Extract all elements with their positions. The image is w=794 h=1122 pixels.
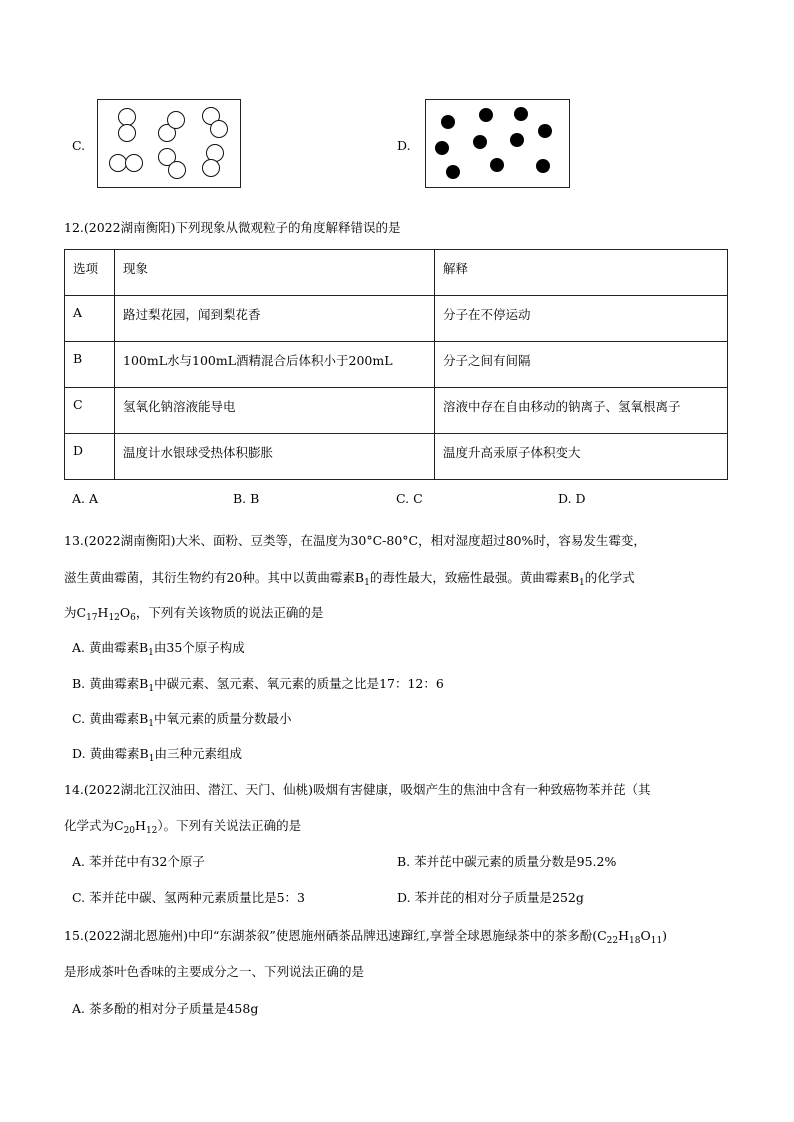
table-row [65, 250, 728, 296]
q12-answer-d: D. D [558, 491, 586, 506]
table-cell: 路过梨花园，闻到梨花香 [115, 296, 435, 342]
molecule-atom [167, 111, 185, 129]
q13-option-c: C. 黄曲霉素$B_1$中氧元素的质量分数最小 [72, 711, 292, 729]
table-cell: 分子之间有间隔 [435, 342, 728, 388]
table-cell: 温度升高汞原子体积变大 [435, 434, 728, 480]
q13-option-b: B. 黄曲霉素$B_1$中碳元素、氢元素、氧元素的质量之比是17：12：6 [72, 676, 444, 694]
atom-dot [536, 159, 550, 173]
table-row [65, 296, 728, 342]
q15-stem-line2: 是形成茶叶色香味的主要成分之一、下列说法正确的是 [64, 964, 365, 979]
molecule-atom [125, 154, 143, 172]
q14-stem-line1: 14.(2022湖北江汉油田、潜江、天门、仙桃)吸烟有害健康，吸烟产生的焦油中含有一种致癌物苯并芘（其 [64, 782, 651, 797]
q12-stem: 12.(2022湖南衡阳)下列现象从微观粒子的角度解释错误的是 [64, 220, 401, 235]
table-cell: B [65, 342, 115, 388]
atom-dot [435, 141, 449, 155]
table-cell: 100mL水与100mL酒精混合后体积小于200mL [115, 342, 435, 388]
table-cell: 分子在不停运动 [435, 296, 728, 342]
table-row [65, 342, 728, 388]
option-c-label: C. [72, 138, 86, 153]
q15-stem-line1: 15.(2022湖北恩施州)中印“东湖茶叙”使恩施州硒茶品牌迅速蹿红,享誉全球恩施绿茶中的茶多酚$(C_{22}H_{18}O_{11})$ [64, 928, 668, 946]
molecule-atom [202, 159, 220, 177]
q14-option-c: C. 苯并芘中碳、氢两种元素质量比是5：3 [72, 890, 305, 905]
q15-option-a: A. 茶多酚的相对分子质量是458g [72, 1001, 259, 1016]
q13-stem-line2: 滋生黄曲霉菌，其衍生物约有20种。其中以黄曲霉素$B_1$的毒性最大，致癌性最强。黄曲霉素$B_1$的化学式 [64, 570, 635, 588]
table-header: 选项 [65, 250, 115, 296]
q14-option-a: A. 苯并芘中有32个原子 [72, 854, 205, 869]
atom-dot [446, 165, 460, 179]
q14-stem-line2: 化学式为$C_{20}H_{12}$）。下列有关说法正确的是 [64, 818, 302, 836]
table-row [65, 434, 728, 480]
table-cell: A [65, 296, 115, 342]
table-cell: C [65, 388, 115, 434]
table-row [65, 388, 728, 434]
atom-dot [510, 133, 524, 147]
q13-stem-line1: 13.(2022湖南衡阳)大米、面粉、豆类等，在温度为30°C-80°C，相对湿度超过80%时，容易发生霉变， [64, 533, 646, 548]
table-header: 现象 [115, 250, 435, 296]
atom-dot [490, 158, 504, 172]
table-header: 解释 [435, 250, 728, 296]
q13-option-d: D. 黄曲霉素$B_1$由三种元素组成 [72, 746, 242, 764]
option-c-diagram [97, 99, 241, 188]
option-d-diagram [425, 99, 570, 188]
table-cell: 氢氧化钠溶液能导电 [115, 388, 435, 434]
q12-answer-b: B. B [233, 491, 260, 506]
molecule-atom [210, 120, 228, 138]
q12-answer-c: C. C [396, 491, 423, 506]
atom-dot [473, 135, 487, 149]
atom-dot [538, 124, 552, 138]
q12-table [64, 249, 728, 480]
q13-stem-line3: 为$C_{17}H_{12}O_6$，下列有关该物质的说法正确的是 [64, 605, 324, 623]
q14-option-d: D. 苯并芘的相对分子质量是252g [397, 890, 584, 905]
molecule-atom [118, 124, 136, 142]
option-d-label: D. [397, 138, 411, 153]
table-cell: 温度计水银球受热体积膨胀 [115, 434, 435, 480]
q14-option-b: B. 苯并芘中碳元素的质量分数是95.2% [397, 854, 617, 869]
atom-dot [441, 115, 455, 129]
atom-dot [479, 108, 493, 122]
molecule-atom [168, 161, 186, 179]
table-cell: D [65, 434, 115, 480]
q12-answer-a: A. A [72, 491, 99, 506]
q13-option-a: A. 黄曲霉素$B_1$由35个原子构成 [72, 640, 245, 658]
atom-dot [514, 107, 528, 121]
table-cell: 溶液中存在自由移动的钠离子、氢氧根离子 [435, 388, 728, 434]
